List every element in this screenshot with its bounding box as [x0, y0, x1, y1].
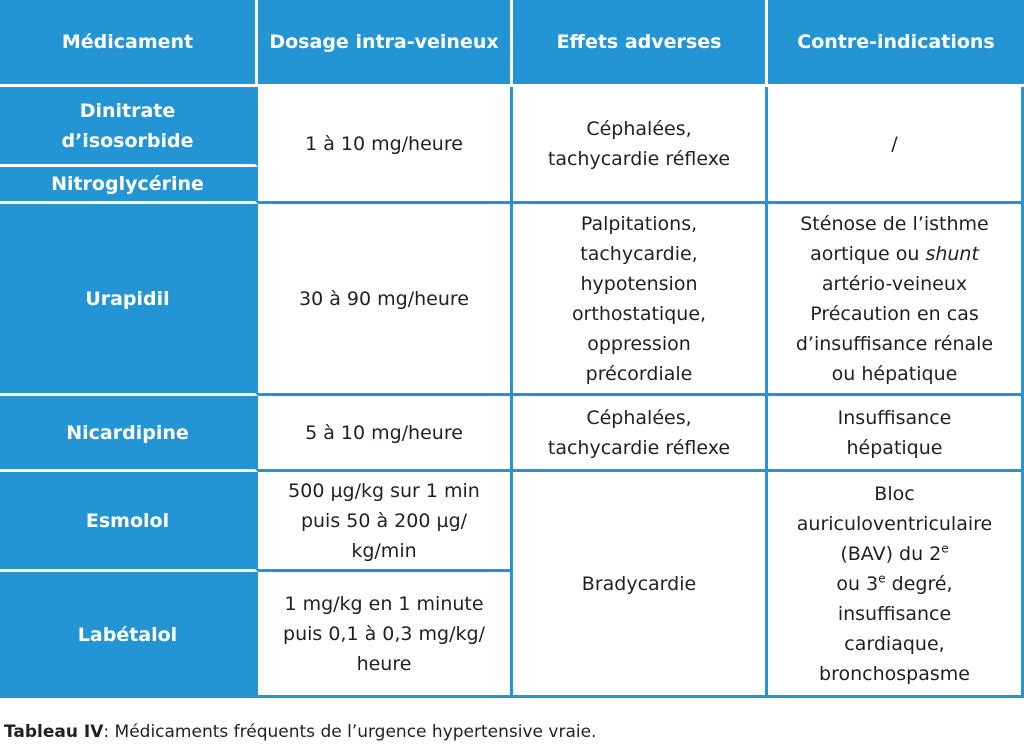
header-contre-indications: Contre-indications — [768, 0, 1024, 87]
dosage-nicardipine: 5 à 10 mg/heure — [258, 396, 513, 472]
drug-name-nicardipine: Nicardipine — [0, 396, 258, 472]
contre-betablockers: Bloc auriculoventriculaire (BAV) du 2e ou 3e degré, insuffisance cardiaque, bronchospasme — [768, 472, 1024, 698]
table-row — [0, 204, 1024, 396]
caption-text: Médicaments fréquents de l’urgence hypertensive vraie. — [114, 722, 597, 742]
header-dosage: Dosage intra-veineux — [258, 0, 513, 87]
table-row — [0, 472, 1024, 572]
drug-name-dinitrate: Dinitrate d’isosorbide — [0, 87, 258, 167]
effets-urapidil: Palpitations, tachycardie, hypotension orthostatique, oppression précordiale — [513, 204, 768, 396]
effets-betablockers: Bradycardie — [513, 472, 768, 698]
shunt-italic: shunt — [925, 242, 979, 265]
dosage-labetalol: 1 mg/kg en 1 minute puis 0,1 à 0,3 mg/kg/ heure — [258, 572, 513, 698]
header-row — [0, 0, 1024, 87]
dosage-esmolol: 500 µg/kg sur 1 min puis 50 à 200 µg/ kg/min — [258, 472, 513, 572]
contre-nitrates: / — [768, 87, 1024, 204]
dosage-nitrates: 1 à 10 mg/heure — [258, 87, 513, 204]
caption-label: Tableau IV — [4, 722, 104, 742]
drug-name-esmolol: Esmolol — [0, 472, 258, 572]
drug-name-labetalol: Labétalol — [0, 572, 258, 698]
table-row — [0, 87, 1024, 167]
table-caption — [4, 722, 596, 742]
header-effets: Effets adverses — [513, 0, 768, 87]
effets-nitrates: Céphalées, tachycardie réflexe — [513, 87, 768, 204]
drug-name-nitroglycerine: Nitroglycérine — [0, 167, 258, 204]
caption-separator: : — [103, 722, 115, 742]
drug-name-urapidil: Urapidil — [0, 204, 258, 396]
contre-urapidil: Sténose de l’isthme aortique ou shunt artério-veineux Précaution en cas d’insuffisance rénale ou hépatique — [768, 204, 1024, 396]
contre-nicardipine: Insuffisance hépatique — [768, 396, 1024, 472]
header-medicament: Médicament — [0, 0, 258, 87]
effets-nicardipine: Céphalées, tachycardie réflexe — [513, 396, 768, 472]
table-row — [0, 396, 1024, 472]
dosage-urapidil: 30 à 90 mg/heure — [258, 204, 513, 396]
